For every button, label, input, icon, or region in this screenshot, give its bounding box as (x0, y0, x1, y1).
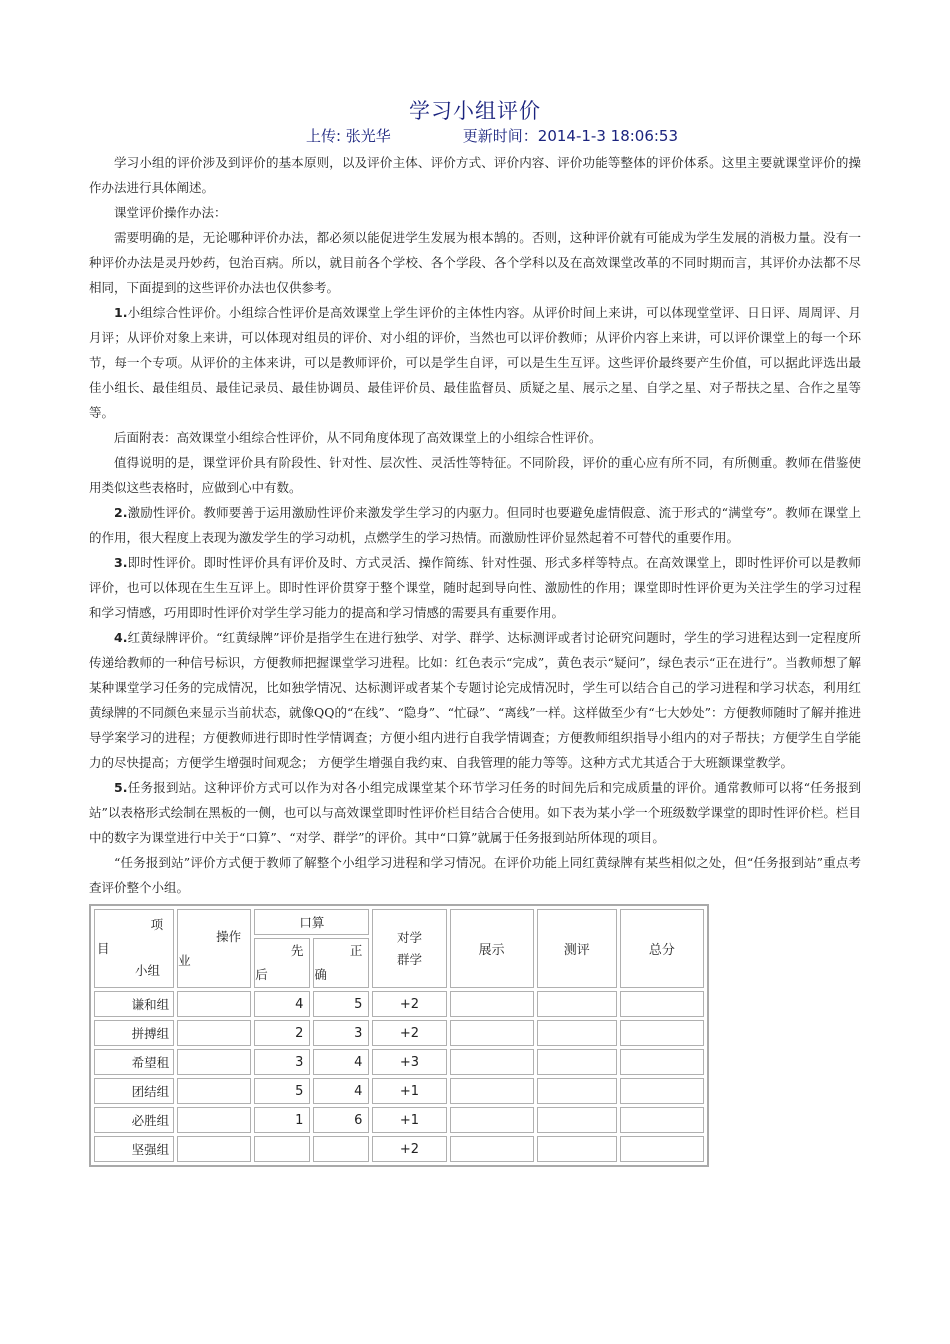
evaluation-table (89, 904, 709, 1167)
header-corner-cell: 项 目 小组 (94, 909, 174, 988)
header-correctness: 正 确 (313, 938, 369, 988)
header-operation-cell: 操作 业 (177, 909, 251, 988)
correct-value: 3 (313, 1020, 369, 1046)
pair-study-value: +1 (372, 1107, 446, 1133)
order-value (254, 1136, 310, 1162)
table-row (94, 991, 704, 1017)
paragraph-item-2: 2.激励性评价。教师要善于运用激励性评价来激发学生学习的内驱力。但同时也要避免虚情假意、流于形式的“满堂夸”。教师在课堂上的作用，很大程度上表现为激发学生的学习动机，点燃学生的学习热情。而激励性评价显然起着不可替代的重要作用。 (89, 505, 861, 545)
paragraph-explanation: 值得说明的是，课堂评价具有阶段性、针对性、层次性、灵活性等特征。不同阶段，评价的重心应有所不同，有所侧重。教师在借鉴使用类似这些表格时，应做到心中有数。 (89, 455, 861, 495)
doc-meta (89, 126, 861, 146)
update-time: 更新时间：2014-1-3 18:06:53 (462, 127, 679, 145)
group-name: 团结组 (94, 1078, 174, 1104)
paragraph-task-station: “任务报到站”评价方式便于教师了解整个小组学习进程和学习情况。在评价功能上同红黄绿牌有某些相似之处，但“任务报到站”重点考查评价整个小组。 (89, 855, 861, 895)
paragraph-item-3: 3.即时性评价。即时性评价具有评价及时、方式灵活、操作简练、针对性强、形式多样等特点。在高效课堂上，即时性评价可以是教师评价，也可以体现在生生互评上。即时性评价贯穿于整个课堂，随时起到导向性、激励性的作用；课堂即时性评价更为关注学生的学习过程和学习情感，巧用即时性评价对学生学习能力的提高和学习情感的需要具有重要作用。 (89, 555, 861, 620)
item-number: 2. (114, 505, 128, 520)
uploader-label: 上传: 张光华 (305, 127, 391, 145)
page-title: 学习小组评价 (409, 99, 541, 123)
paragraph-principle: 需要明确的是，无论哪种评价办法，都必须以能促进学生发展为根本鹄的。否则，这种评价就有可能成为学生发展的消极力量。没有一种评价办法是灵丹妙药，包治百病。所以，就目前各个学校、各个学段、各个学科以及在高效课堂改革的不同时期而言，其评价办法都不尽相同，下面提到的这些评价办法也仅供参考。 (89, 230, 861, 295)
group-name: 拼搏组 (94, 1020, 174, 1046)
header-presentation: 展示 (450, 909, 534, 988)
pair-study-value: +2 (372, 1020, 446, 1046)
table-header-row (94, 909, 704, 935)
table-row (94, 1049, 704, 1075)
group-name: 必胜组 (94, 1107, 174, 1133)
paragraph-item-1: 1.小组综合性评价。小组综合性评价是高效课堂上学生评价的主体性内容。从评价时间上来讲，可以体现堂堂评、日日评、周周评、月月评；从评价对象上来讲，可以体现对组员的评价、对小组的评价，当然也可以评价教师；从评价内容上来讲，可以评价课堂上的每一个环节，每一个专项。从评价的主体来讲，可以是教师评价，可以是学生自评，可以是生生互评。这些评价最终要产生价值，可以据此评选出最佳小组长、最佳组员、最佳记录员、最佳协调员、最佳评价员、最佳监督员、质疑之星、展示之星、自学之星、对子帮扶之星、合作之星等等。 (89, 305, 861, 420)
table-row (94, 1078, 704, 1104)
header-assessment: 测评 (537, 909, 617, 988)
item-number: 4. (114, 630, 128, 645)
table-row (94, 1136, 704, 1162)
order-value: 5 (254, 1078, 310, 1104)
correct-value: 5 (313, 991, 369, 1017)
paragraph-item-5: 5.任务报到站。这种评价方式可以作为对各小组完成课堂某个环节学习任务的时间先后和完成质量的评价。通常教师可以将“任务报到站”以表格形式绘制在黑板的一侧，也可以与高效课堂即时性评价栏目结合合使用。如下表为某小学一个班级数学课堂的即时性评价栏。栏目中的数字为课堂进行中关于“口算”、“对学、群学”的评价。其中“口算”就属于任务报到站所体现的项目。 (89, 780, 861, 845)
correct-value: 6 (313, 1107, 369, 1133)
header-oral-calc: 口算 (254, 909, 369, 935)
pair-study-value: +1 (372, 1078, 446, 1104)
paragraph-item-4: 4.红黄绿牌评价。“红黄绿牌”评价是指学生在进行独学、对学、群学、达标测评或者讨论研究问题时，学生的学习进程达到一定程度所传递给教师的一种信号标识，方便教师把握课堂学习进程。比如：红色表示“完成”，黄色表示“疑问”，绿色表示“正在进行”。当教师想了解某种课堂学习任务的完成情况，比如独学情况、达标测评或者某个专题讨论完成情况时，学生可以结合自己的学习进程和学习状态，利用红黄绿牌的不同颜色来显示当前状态，就像QQ的“在线”、“隐身”、“忙碌”、“离线”一样。这样做至少有“七大妙处”：方便教师随时了解并推进导学案学习的进程；方便教师进行即时性学情调查；方便小组内进行自我学情调查；方便教师组织指导小组内的对子帮扶；方便学生自学能力的尽快提高；方便学生增强时间观念； 方便学生增强自我约束、自我管理的能力等等。这种方式尤其适合于大班额课堂教学。 (89, 630, 861, 770)
group-name: 坚强组 (94, 1136, 174, 1162)
correct-value: 4 (313, 1078, 369, 1104)
pair-study-value: +2 (372, 991, 446, 1017)
item-number: 3. (114, 555, 128, 570)
order-value: 1 (254, 1107, 310, 1133)
paragraph-intro: 学习小组的评价涉及到评价的基本原则，以及评价主体、评价方式、评价内容、评价功能等整体的评价体系。这里主要就课堂评价的操作办法进行具体阐述。 (89, 155, 861, 195)
table-row (94, 1107, 704, 1133)
pair-study-value: +3 (372, 1049, 446, 1075)
table-row (94, 1020, 704, 1046)
header-order: 先 后 (254, 938, 310, 988)
paragraph-appendix-note: 后面附表：高效课堂小组综合性评价，从不同角度体现了高效课堂上的小组综合性评价。 (114, 430, 602, 445)
pair-study-value: +2 (372, 1136, 446, 1162)
correct-value: 4 (313, 1049, 369, 1075)
group-name: 希望租 (94, 1049, 174, 1075)
order-value: 2 (254, 1020, 310, 1046)
header-total: 总分 (620, 909, 704, 988)
paragraph-method-heading: 课堂评价操作办法： (114, 205, 227, 220)
article-body (89, 150, 861, 900)
item-number: 1. (114, 305, 128, 320)
item-number: 5. (114, 780, 128, 795)
group-name: 谦和组 (94, 991, 174, 1017)
correct-value (313, 1136, 369, 1162)
order-value: 4 (254, 991, 310, 1017)
order-value: 3 (254, 1049, 310, 1075)
header-pair-group-study: 对学 群学 (372, 909, 446, 988)
document-page (89, 96, 861, 1167)
